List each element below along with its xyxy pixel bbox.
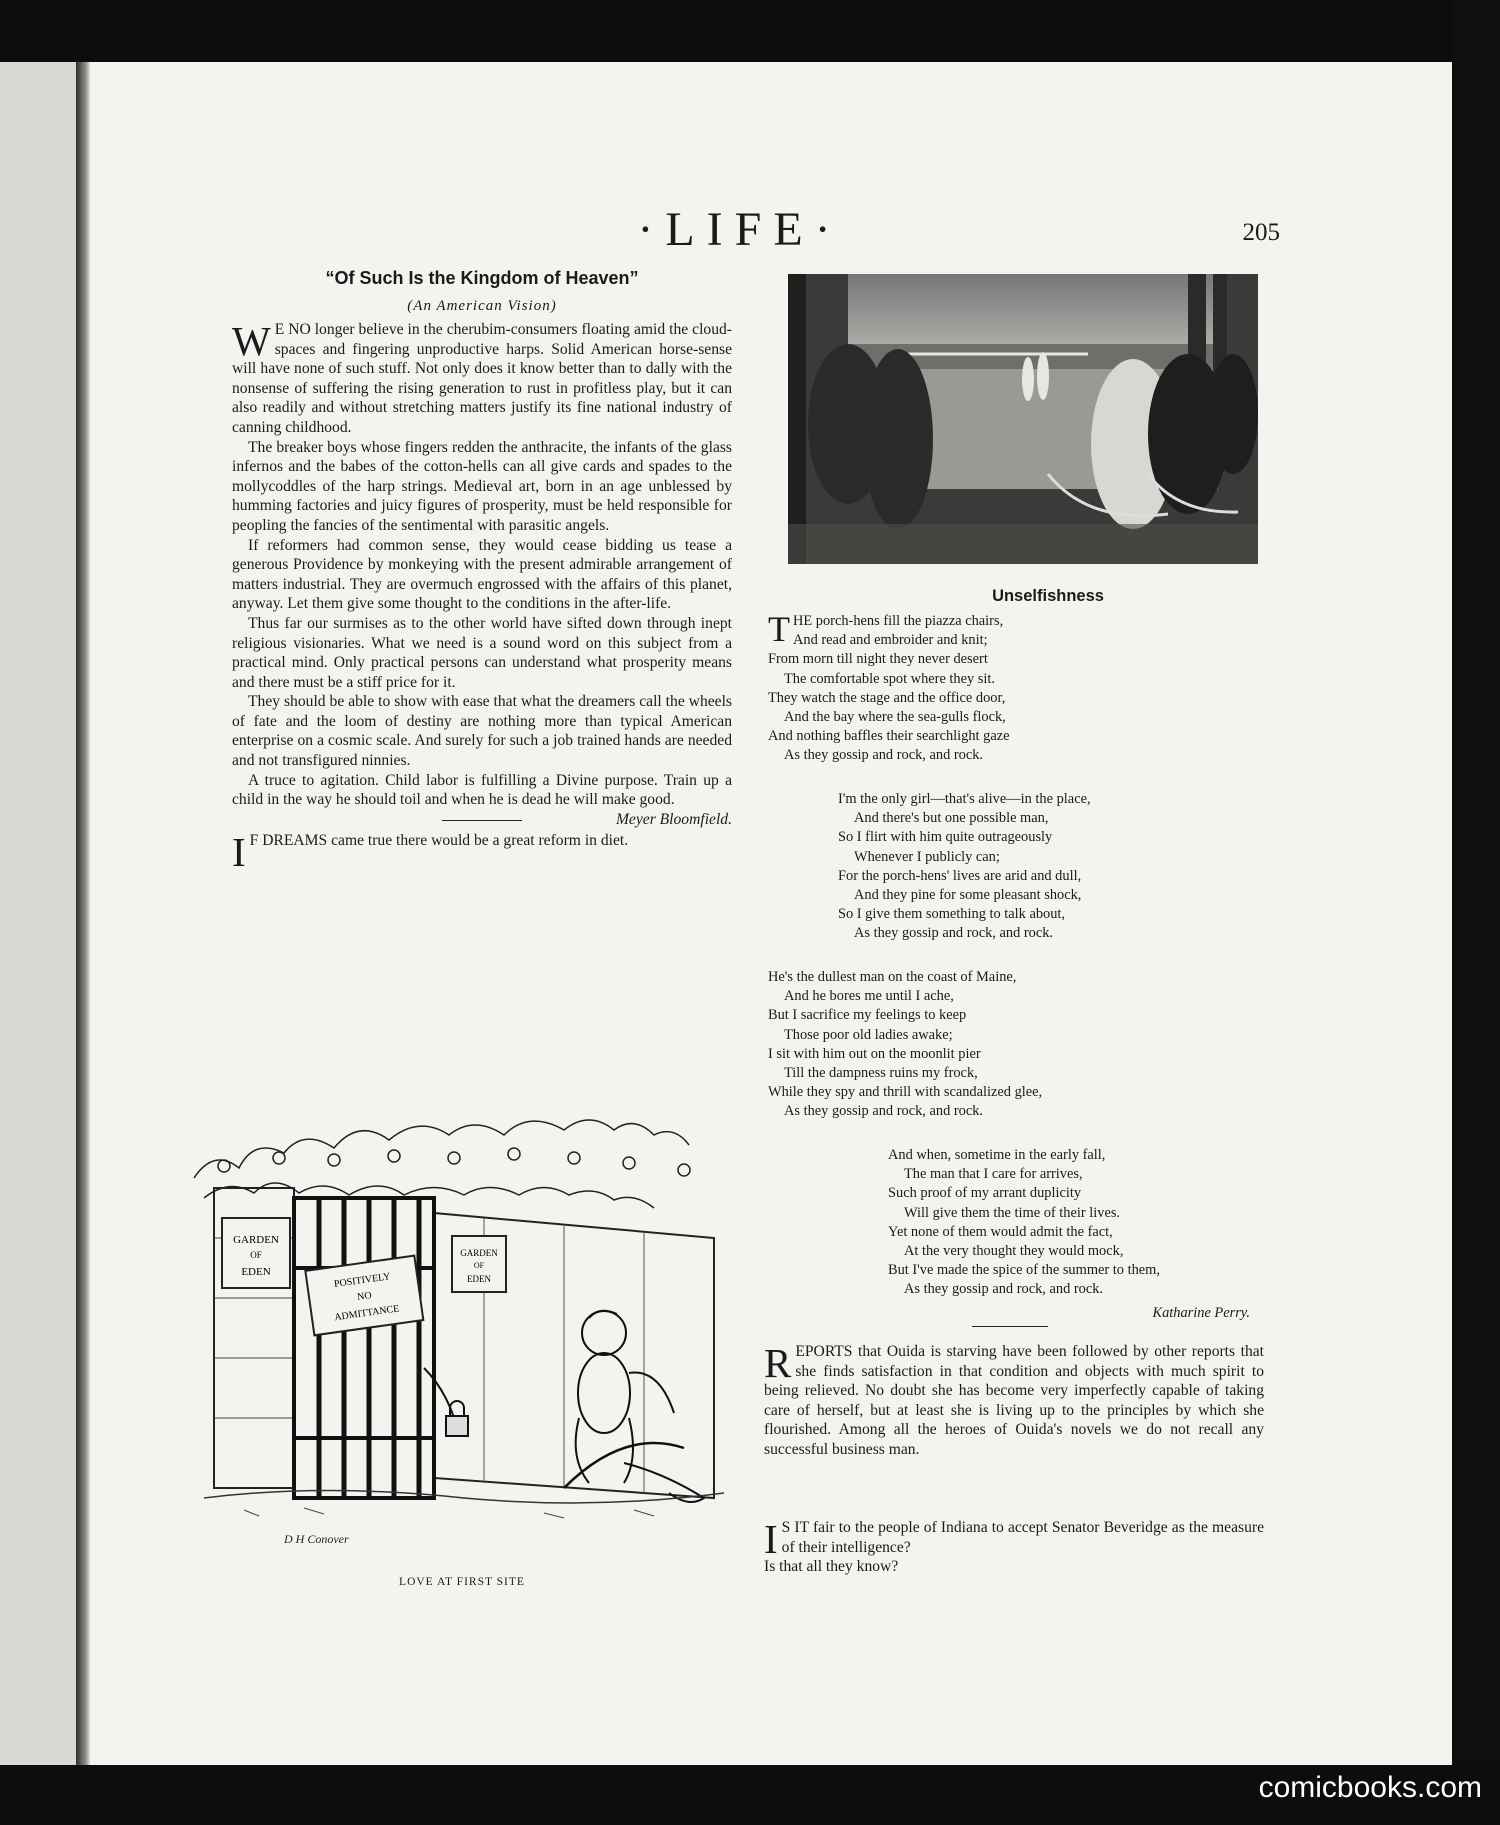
- site-watermark: comicbooks.com: [1258, 1771, 1482, 1804]
- poem-line: Will give them the time of their lives.: [904, 1204, 1121, 1221]
- svg-text:EDEN: EDEN: [467, 1274, 491, 1284]
- poem-line: From morn till night they never desert: [768, 651, 988, 668]
- svg-text:GARDEN: GARDEN: [233, 1234, 279, 1246]
- poem-line: At the very thought they would mock,: [904, 1243, 1124, 1260]
- cartoon-caption: LOVE AT FIRST SITE: [399, 1576, 525, 1588]
- article-byline: Meyer Bloomfield.: [615, 810, 732, 828]
- filler-ouida: REPORTS that Ouida is starving have been followed by other reports that she finds satisfaction in that condition and objects with much spirit to being relieved. No doubt she has become very imperfectly capable of taking care of herself, but at least she is living up to the principles by which she flourished. Among all the heroes of Ouida's novels we do not recall any successful business man.: [764, 1340, 1264, 1458]
- filler-indiana: I S IT fair to the people of Indiana to accept Senator Beveridge as the measure of their intelligence? Is that all they know?: [764, 1516, 1264, 1576]
- poem-line: Till the dampness ruins my frock,: [784, 1065, 978, 1082]
- poem-line: But I've made the spice of the summer to them,: [888, 1262, 1160, 1279]
- facing-page-edge: [0, 62, 78, 1767]
- poem-line: And nothing baffles their searchlight gaze: [768, 728, 1010, 745]
- poem-line: And he bores me until I ache,: [784, 988, 954, 1005]
- padlock-icon: [424, 1368, 468, 1436]
- poem-line: As they gossip and rock, and rock.: [854, 925, 1054, 942]
- poem-line: Those poor old ladies awake;: [784, 1026, 953, 1043]
- article-paragraph: They should be able to show with ease that what the dreamers call the wheels of fate and the loom of destiny are nothing more than typical American enterprise on a cosmic scale. And surely for such a job trained hands are needed and not transfigured ninnies.: [232, 693, 732, 770]
- porch-photograph: [788, 274, 1258, 564]
- article-paragraph: If reformers had common sense, they would cease bidding us tease a generous Providence by monkeying with the present admirable arrangement of matters industrial. They are overmuch engrossed with the affairs of this planet, anyway. Let them give some thought to the conditions in the after-life.: [232, 536, 732, 613]
- poem-line: While they spy and thrill with scandalized glee,: [768, 1084, 1043, 1101]
- svg-text:EDEN: EDEN: [241, 1266, 271, 1278]
- filler-dreams: I F DREAMS came true there would be a great reform in diet.: [232, 828, 629, 875]
- poem-stanza-2: [838, 790, 1278, 944]
- article-paragraph: Thus far our surmises as to the other world have sifted down through inept religious visionaries. What we need is a sound word on this subject from a practical mind. Only practical persons can understand what prosperity means and there must be a stiff price for it.: [232, 614, 732, 691]
- svg-text:NO: NO: [356, 1290, 373, 1303]
- poem-line: So I flirt with him quite outrageously: [838, 829, 1053, 846]
- poem-stanza-4: [888, 1146, 1278, 1300]
- poem-title: Unselfishness: [992, 587, 1104, 605]
- poem-line: And the bay where the sea-gulls flock,: [784, 709, 1006, 726]
- masthead: ·LIFE·: [637, 203, 843, 256]
- binding-gutter: [76, 62, 90, 1767]
- poem-line: But I sacrifice my feelings to keep: [768, 1007, 967, 1024]
- poem-line: As they gossip and rock, and rock.: [904, 1281, 1104, 1298]
- iron-gate: [294, 1198, 434, 1498]
- poem-line: Whenever I publicly can;: [854, 848, 1000, 865]
- article-subtitle: (An American Vision): [407, 298, 557, 314]
- poem-line: So I give them something to talk about,: [838, 906, 1066, 923]
- section-divider: [972, 1326, 1048, 1327]
- poem-line: THE porch-hens fill the piazza chairs,: [768, 609, 1004, 649]
- scan-border-top: [0, 0, 1500, 66]
- article-column: [232, 318, 732, 875]
- poem-line: For the porch-hens' lives are arid and dull,: [838, 867, 1082, 884]
- drop-cap: I: [764, 1516, 778, 1562]
- poem-line: And there's but one possible man,: [854, 810, 1049, 827]
- scan-border-right: [1452, 0, 1500, 1825]
- poem-author: Katharine Perry.: [1152, 1305, 1250, 1321]
- poem-line: I'm the only girl—that's alive—in the place,: [838, 791, 1091, 807]
- page-number: 205: [1242, 219, 1280, 246]
- poem-line: He's the dullest man on the coast of Maine,: [768, 969, 1017, 985]
- article-paragraph: The breaker boys whose fingers redden the anthracite, the infants of the glass infernos and the babes of the cotton-hells can all give cards and spades to the mollycoddles of the harp strings. Medieval art, born in an age unblessed by humming factories and juicy figures of prosperity, must be held responsible for peopling the fancies of the sentimental with parasitic angels.: [232, 438, 732, 534]
- svg-text:ADMITTANCE: ADMITTANCE: [333, 1303, 400, 1324]
- sign-garden-right: [452, 1236, 506, 1292]
- poem-line: And they pine for some pleasant shock,: [854, 887, 1082, 904]
- poem-line: And read and embroider and knit;: [793, 632, 988, 649]
- article-body: [232, 318, 732, 828]
- sign-no-admittance: [305, 1256, 423, 1336]
- drop-cap: I: [232, 828, 246, 875]
- poem-line: I sit with him out on the moonlit pier: [768, 1045, 981, 1062]
- drop-cap: T: [768, 609, 790, 649]
- foliage: [194, 1120, 690, 1208]
- poem-line: Yet none of them would admit the fact,: [888, 1223, 1113, 1240]
- svg-text:OF: OF: [473, 1261, 485, 1270]
- poem-line: They watch the stage and the office door,: [768, 689, 1006, 706]
- svg-text:GARDEN: GARDEN: [460, 1248, 498, 1258]
- poem-line: The comfortable spot where they sit.: [784, 670, 995, 687]
- cupid-figure: [564, 1311, 704, 1502]
- svg-text:POSITIVELY: POSITIVELY: [333, 1271, 392, 1291]
- cartoon-illustration: [184, 1118, 734, 1578]
- article-paragraph: W E NO longer believe in the cherubim-consumers floating amid the cloud-spaces and fingering unproductive harps. Solid American horse-sense will have none of such stuff. Not only does it know better than to dally with the nonsense of suffering the rising generation to rust in profitless play, but it can also readily and without stretching matters justify its fine national industry of canning childhood.: [232, 318, 732, 436]
- drop-cap: W: [232, 318, 271, 364]
- poem-line: As they gossip and rock, and rock.: [784, 747, 984, 764]
- poem-stanza-1: [768, 609, 1208, 766]
- svg-text:OF: OF: [250, 1250, 262, 1260]
- poem-line: Such proof of my arrant duplicity: [888, 1185, 1082, 1202]
- poem-line: And when, sometime in the early fall,: [888, 1147, 1106, 1163]
- poem-line: As they gossip and rock, and rock.: [784, 1103, 984, 1120]
- poem-line: The man that I care for arrives,: [904, 1166, 1083, 1183]
- artist-signature: D H Conover: [284, 1532, 349, 1546]
- drop-cap: R: [764, 1340, 792, 1386]
- article-title: “Of Such Is the Kingdom of Heaven”: [325, 268, 639, 288]
- sign-garden-left: [222, 1218, 290, 1288]
- section-divider: [442, 820, 522, 821]
- poem-stanza-3: [768, 968, 1208, 1122]
- article-paragraph: A truce to agitation. Child labor is fulfilling a Divine purpose. Train up a child in the way he should toil and when he is dead he will make good. Meyer Bloomfield.: [232, 771, 732, 828]
